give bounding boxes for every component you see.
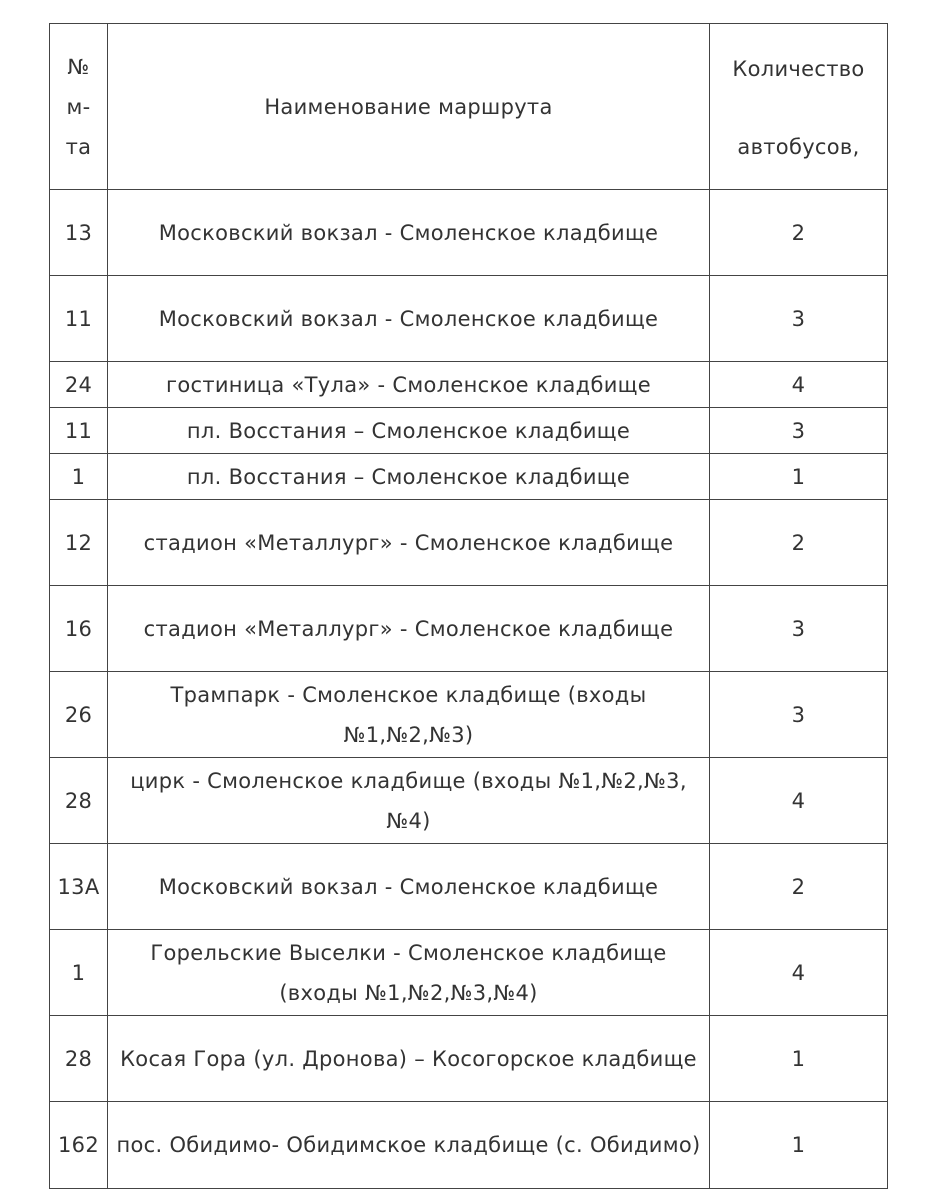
route-number: 28 [50,1016,108,1102]
bus-count: 4 [710,758,888,844]
bus-count: 1 [710,1102,888,1189]
route-name: стадион «Металлург» - Смоленское кладбище [108,586,710,672]
header-route-name: Наименование маршрута [108,24,710,190]
route-name: пос. Обидимо- Обидимское кладбище (с. Обидимо) [108,1102,710,1189]
bus-count: 2 [710,500,888,586]
routes-table [49,23,888,1189]
header-number-line: та [65,134,92,159]
route-number: 1 [50,930,108,1016]
route-name: гостиница «Тула» - Смоленское кладбище [108,362,710,408]
route-number: 26 [50,672,108,758]
route-number: 12 [50,500,108,586]
route-name: стадион «Металлург» - Смоленское кладбище [108,500,710,586]
route-number: 11 [50,276,108,362]
table-row [50,276,888,362]
table-row [50,454,888,500]
header-bus-count-line1: Количество [732,56,865,81]
route-name: Трампарк - Смоленское кладбище (входы №1,№2,№3) [108,672,710,758]
bus-count: 3 [710,408,888,454]
bus-count: 2 [710,190,888,276]
table-row [50,190,888,276]
bus-count: 1 [710,1016,888,1102]
bus-count: 3 [710,672,888,758]
table-row [50,930,888,1016]
route-number: 28 [50,758,108,844]
table-row [50,500,888,586]
route-number: 16 [50,586,108,672]
bus-count: 3 [710,276,888,362]
route-number: 11 [50,408,108,454]
header-bus-count-line2: автобусов, [737,134,860,159]
table-row [50,408,888,454]
route-number: 13 [50,190,108,276]
bus-count: 2 [710,844,888,930]
route-name: Косая Гора (ул. Дронова) – Косогорское кладбище [108,1016,710,1102]
route-name: Московский вокзал - Смоленское кладбище [108,844,710,930]
bus-count: 3 [710,586,888,672]
table-header-row [50,24,888,190]
bus-count: 1 [710,454,888,500]
bus-count: 4 [710,362,888,408]
route-name: пл. Восстания – Смоленское кладбище [108,408,710,454]
table-row [50,1016,888,1102]
header-route-number [50,24,108,190]
route-name: Московский вокзал - Смоленское кладбище [108,190,710,276]
table-row [50,844,888,930]
route-number: 13А [50,844,108,930]
header-bus-count [710,24,888,190]
header-number-line: м- [66,94,91,119]
route-name: Московский вокзал - Смоленское кладбище [108,276,710,362]
route-name: Горельские Выселки - Смоленское кладбище (входы №1,№2,№3,№4) [108,930,710,1016]
header-number-line: № [67,54,90,79]
table-row [50,586,888,672]
route-name: цирк - Смоленское кладбище (входы №1,№2,№3, №4) [108,758,710,844]
route-number: 162 [50,1102,108,1189]
table-row [50,362,888,408]
route-number: 24 [50,362,108,408]
route-name: пл. Восстания – Смоленское кладбище [108,454,710,500]
table-row [50,758,888,844]
table-row [50,672,888,758]
bus-count: 4 [710,930,888,1016]
table-row [50,1102,888,1189]
route-number: 1 [50,454,108,500]
